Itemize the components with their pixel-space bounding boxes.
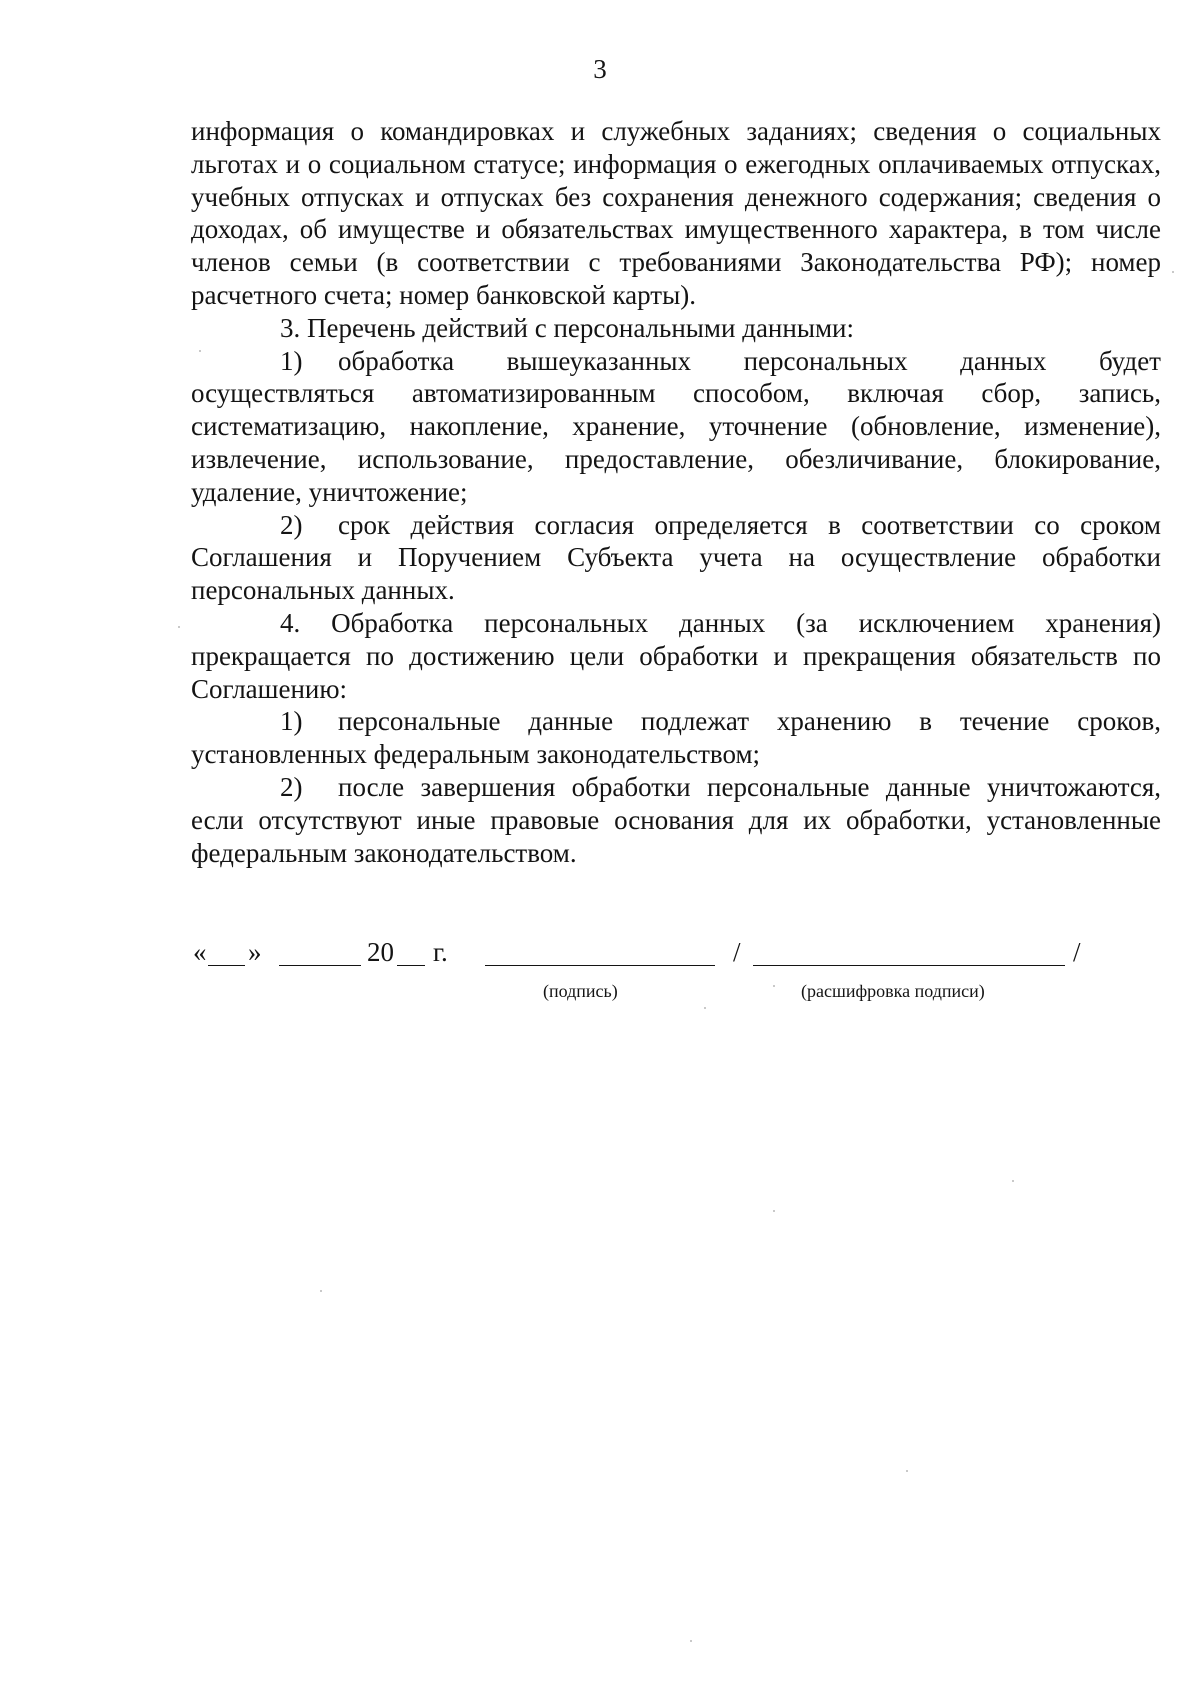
list-item-text: обработка вышеуказанных персональных данных будет осуществляться автоматизированным способом, включая сбор, запись, систематизацию, накопление, хранение, уточнение (обновление, изменение), извлечение, использование, предоставление, обезличивание, блокирование, удаление, уничтожение;	[191, 345, 1161, 507]
signature-separator-slash: /	[733, 937, 741, 967]
list-item-text: срок действия согласия определяется в соответствии со сроком Соглашения и Поручением Субъекта учета на осуществление обработки персональных данных.	[191, 509, 1161, 606]
scan-speck	[178, 626, 180, 628]
scan-speck	[199, 350, 201, 352]
list-item-4-1	[191, 705, 1161, 771]
scan-speck	[773, 985, 775, 987]
page-number: 3	[593, 54, 607, 84]
document-body	[191, 115, 1161, 869]
date-day-blank[interactable]	[208, 965, 245, 966]
caption-signature-decoding: (расшифровка подписи)	[801, 981, 985, 1001]
scan-speck	[690, 1640, 692, 1642]
signature-line[interactable]	[485, 965, 715, 966]
date-open-quote: «	[193, 937, 207, 967]
paragraph-section-3-heading: 3. Перечень действий с персональными данными:	[280, 312, 855, 343]
date-year-blank[interactable]	[397, 965, 425, 966]
paragraph-personal-data-continued: информация о командировках и служебных заданиях; сведения о социальных льготах и о социальном статусе; информация о ежегодных оплачиваемых отпусках, учебных отпусках и отпусках без сохранения денежного содержания; сведения о доходах, об имуществе и обязательствах имущественного характера, в том числе членов семьи (в соответствии с требованиями Законодательства РФ); номер расчетного счета; номер банковской карты).	[191, 116, 1161, 310]
list-item-number: 2)	[280, 509, 303, 540]
signature-decoding-line[interactable]	[753, 965, 1065, 966]
scan-speck	[704, 1007, 706, 1009]
signature-closing-slash: /	[1073, 937, 1081, 967]
date-month-blank[interactable]	[279, 965, 361, 966]
list-item-text: персональные данные подлежат хранению в течение сроков, установленных федеральным законодательством;	[191, 706, 1161, 770]
date-year-suffix: г.	[433, 937, 448, 967]
date-close-quote: »	[248, 937, 262, 967]
paragraph-section-4: 4. Обработка персональных данных (за исключением хранения) прекращается по достижению цели обработки и прекращения обязательств по Соглашению:	[191, 607, 1161, 704]
list-item-3-2	[191, 509, 1161, 607]
date-year-prefix: 20	[367, 937, 394, 967]
scan-speck	[1012, 1180, 1014, 1182]
scan-speck	[906, 1470, 908, 1472]
scan-speck	[1172, 271, 1174, 273]
scan-speck	[320, 1290, 322, 1292]
caption-signature: (подпись)	[543, 981, 618, 1001]
list-item-3-1	[191, 345, 1161, 509]
list-item-4-2	[191, 771, 1161, 869]
list-item-text: после завершения обработки персональные данные уничтожаются, если отсутствуют иные правовые основания для их обработки, установленные федеральным законодательством.	[191, 771, 1161, 868]
scan-speck	[773, 1210, 775, 1212]
list-item-number: 2)	[280, 771, 303, 802]
list-item-number: 1)	[280, 345, 303, 376]
signature-block	[193, 937, 1093, 977]
list-item-number: 1)	[280, 706, 303, 737]
